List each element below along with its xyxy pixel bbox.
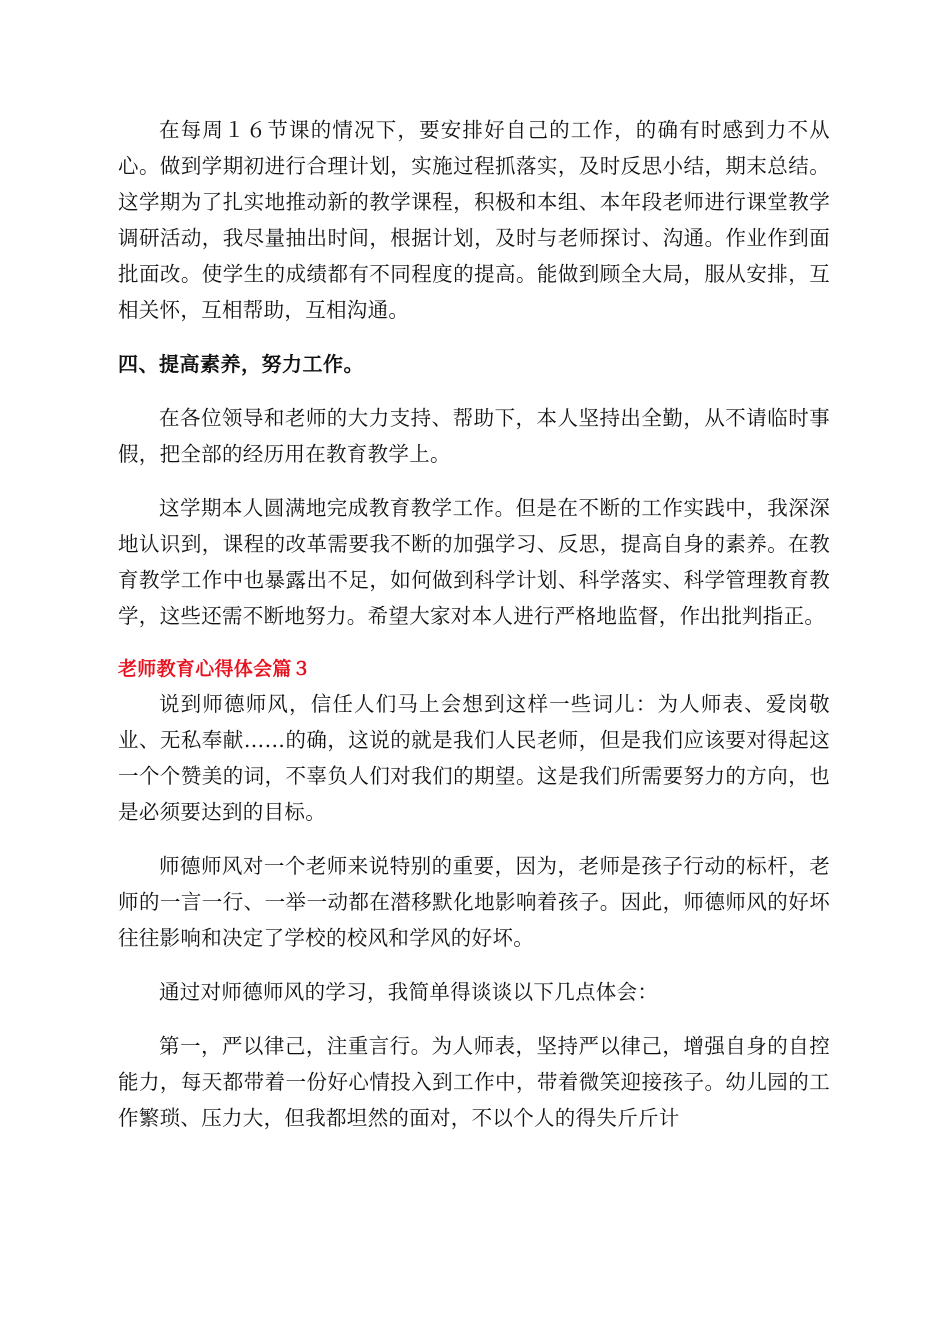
paragraph-ethics-intro: 说到师德师风，信任人们马上会想到这样一些词儿：为人师表、爱岗敬业、无私奉献……的确，这说的就是我们人民老师，但是我们应该要对得起这一个个赞美的词，不辜负人们对我们的期望。这是我们所需要努力的方向，也是必须要达到的目标。: [118, 692, 830, 824]
paragraph-point-one: 第一，严以律己，注重言行。为人师表，坚持严以律己，增强自身的自控能力，每天都带着一份好心情投入到工作中，带着微笑迎接孩子。幼儿园的工作繁琐、压力大，但我都坦然的面对，不以个人的得失斤斤计: [118, 1034, 830, 1130]
paragraph-attendance: 在各位领导和老师的大力支持、帮助下，本人坚持出全勤，从不请临时事假，把全部的经历用在教育教学上。: [118, 406, 830, 466]
paragraph-ethics-importance: 师德师风对一个老师来说特别的重要，因为，老师是孩子行动的标杆，老师的一言一行、一举一动都在潜移默化地影响着孩子。因此，师德师风的好坏往往影响和决定了学校的校风和学风的好坏。: [118, 854, 830, 950]
document-page: [118, 112, 830, 1154]
section-title-part3: 老师教育心得体会篇３: [118, 658, 312, 680]
paragraph-ethics-points-intro: 通过对师德师风的学习，我简单得谈谈以下几点体会：: [159, 980, 659, 1004]
paragraph-workload: 在每周１６节课的情况下，要安排好自己的工作，的确有时感到力不从心。做到学期初进行合理计划，实施过程抓落实，及时反思小结，期末总结。这学期为了扎实地推动新的教学课程，积极和本组、本年段老师进行课堂教学调研活动，我尽量抽出时间，根据计划，及时与老师探讨、沟通。作业作到面批面改。使学生的成绩都有不同程度的提高。能做到顾全大局，服从安排，互相关怀，互相帮助，互相沟通。: [118, 118, 830, 322]
paragraph-semester-summary: 这学期本人圆满地完成教育教学工作。但是在不断的工作实践中，我深深地认识到，课程的改革需要我不断的加强学习、反思，提高自身的素养。在教育教学工作中也暴露出不足，如何做到科学计划、科学落实、科学管理教育教学，这些还需不断地努力。希望大家对本人进行严格地监督，作出批判指正。: [118, 496, 830, 628]
heading-improve-quality: 四、提高素养，努力工作。: [118, 352, 364, 376]
